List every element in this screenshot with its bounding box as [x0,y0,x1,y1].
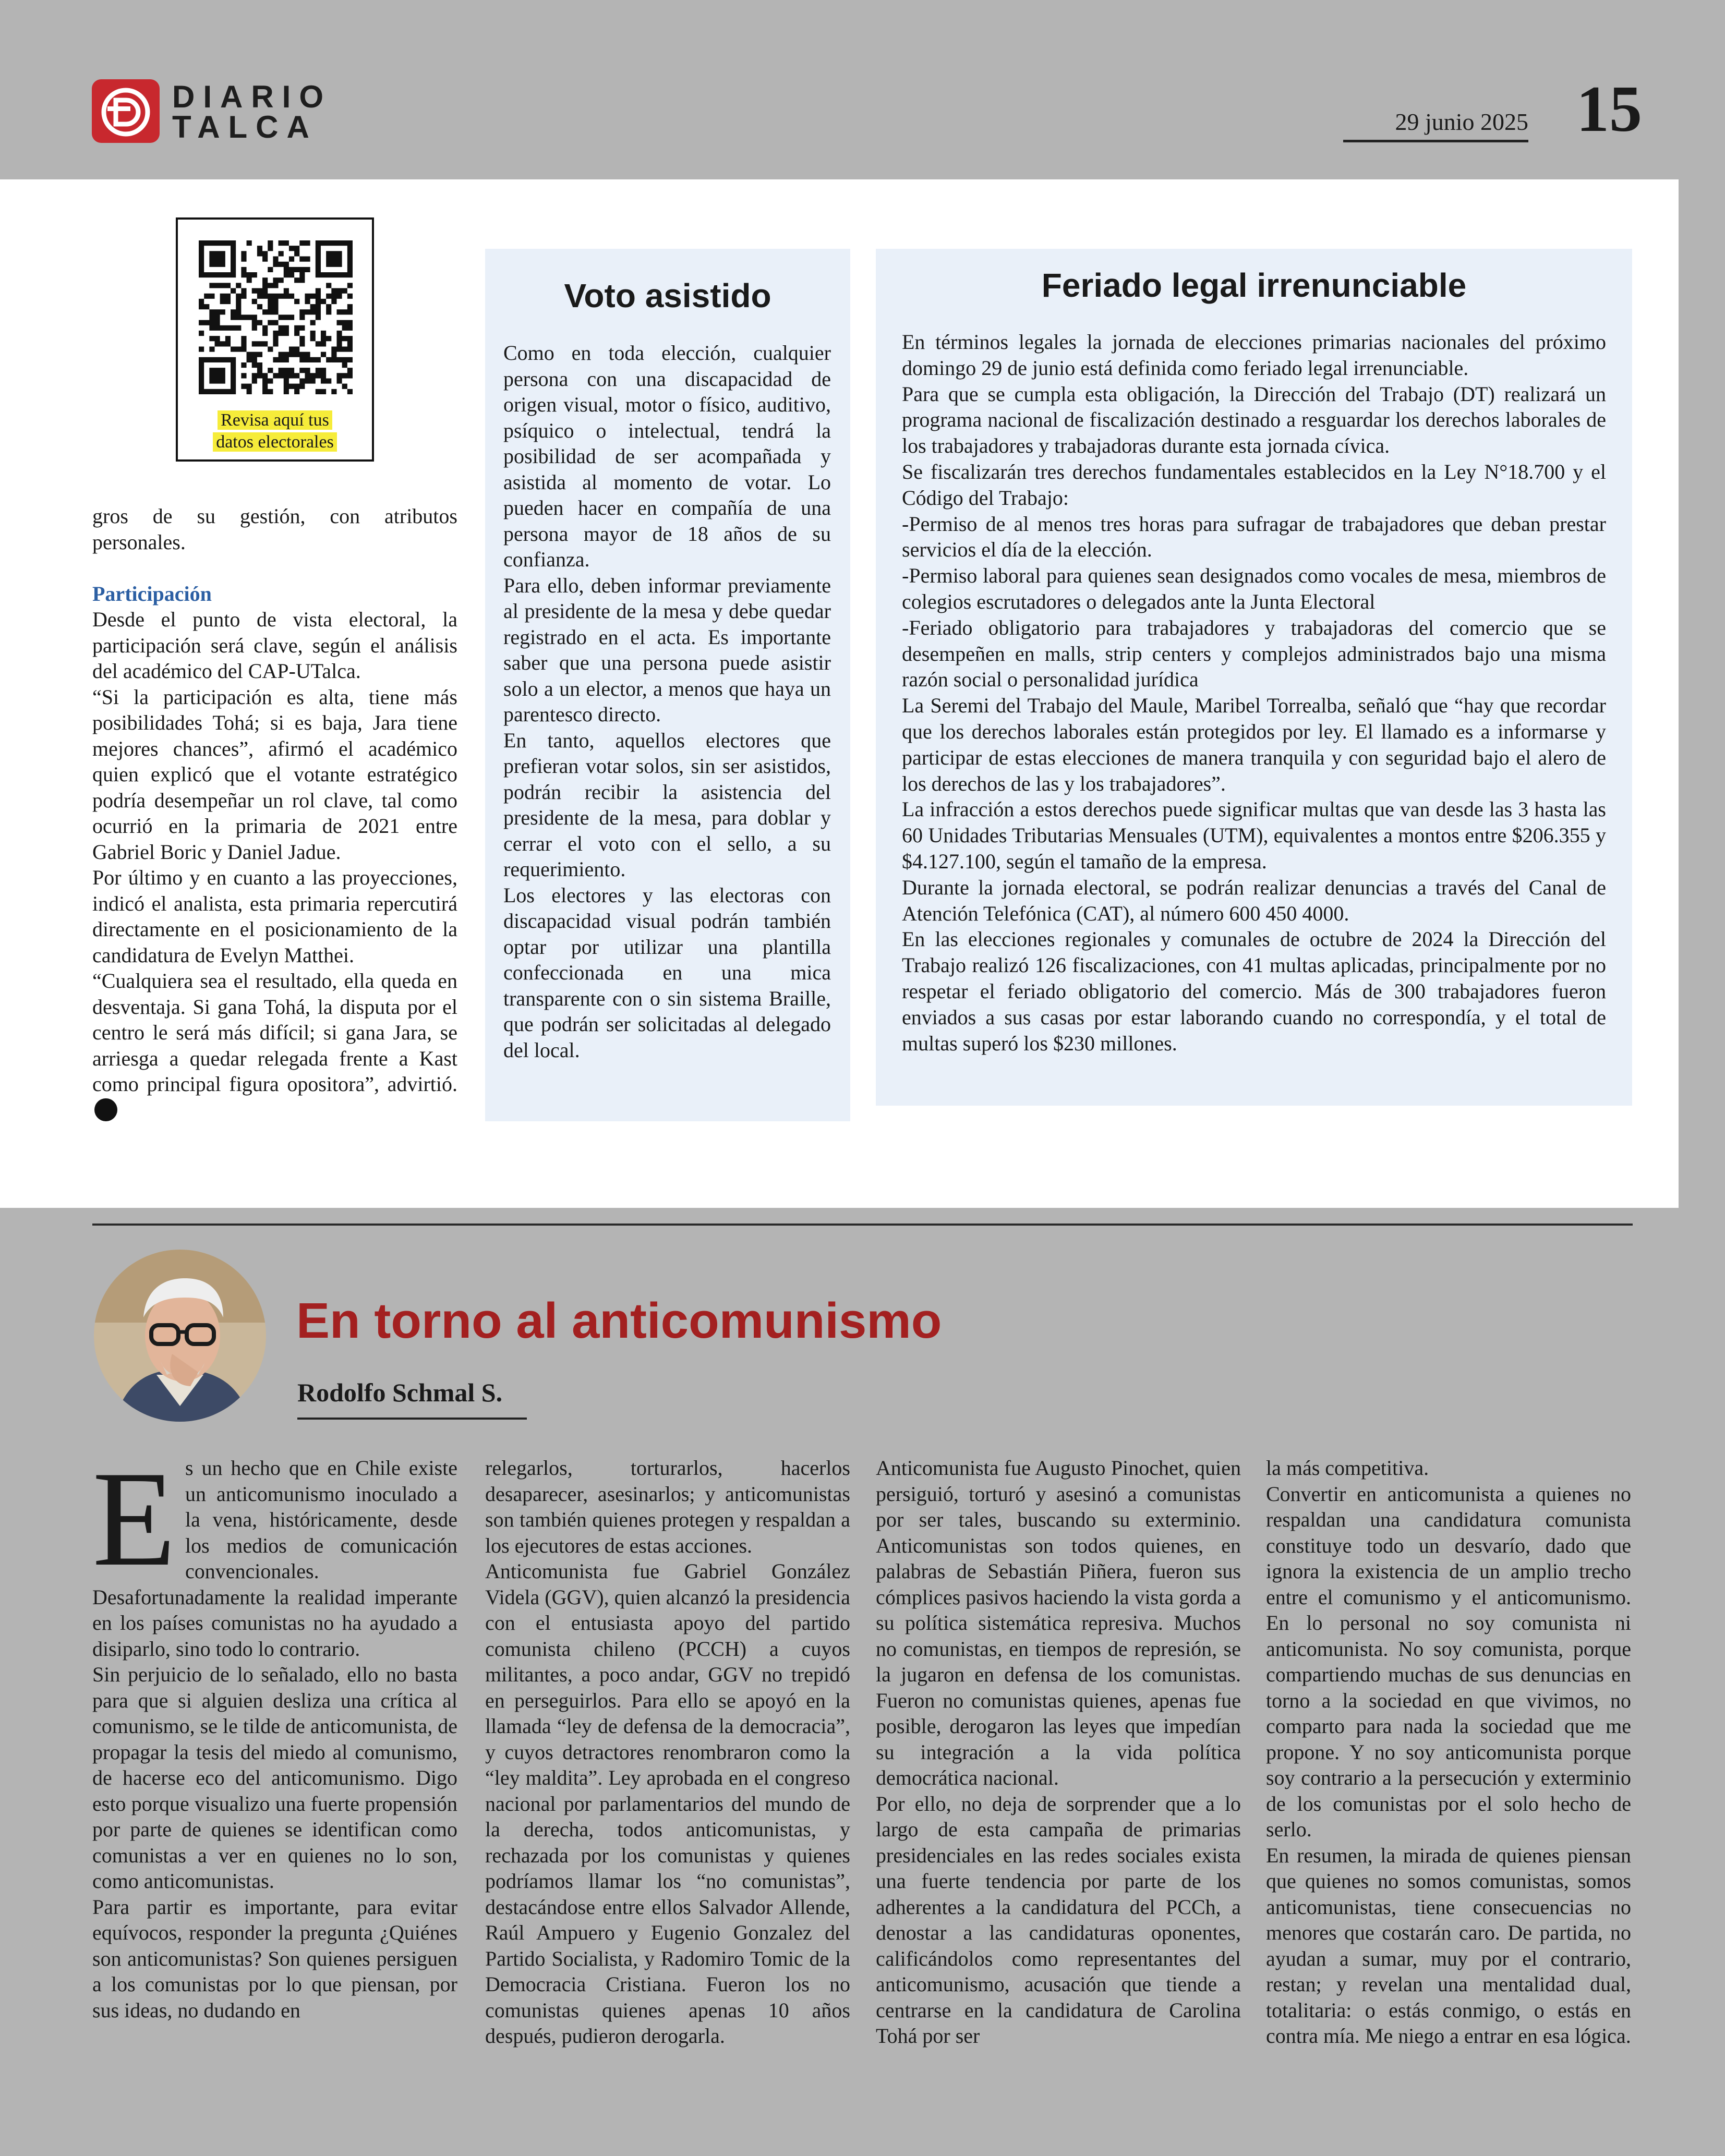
sidebar-box-voto-asistido [485,249,850,1121]
drop-cap: E [92,1443,176,1594]
sidebar-box-feriado-legal [876,249,1632,1106]
paragraph: Para ello, deben informar previamente al presidente de la mesa y debe quedar registrado en el acta. Es importante saber que una persona puede asistir solo a un elector, a menos que haya un parentesco directo. [503,573,831,726]
issue-date: 29 junio 2025 [1395,108,1528,135]
page-number: 15 [1576,73,1642,146]
paragraph: Convertir en anticomunista a quienes no respaldan una candidatura comunista constituye todo un desvarío, dado que ignora la existencia de un amplio trecho entre el comunismo y el anticomunismo. En lo personal no soy comunista ni anticomunista. No soy comunista, porque compartiendo muchas de sus denuncias en torno a la sociedad en que vivimos, no comparto para nada la sociedad que me propone. Y no soy anticomunista porque soy contrario a la persecución y exterminio de los comunistas por el solo hecho de serlo. [1266,1482,1631,1841]
paragraph: Desde el punto de vista electoral, la participación será clave, según el análisis del académico del CAP-UTalca. [92,608,457,683]
paragraph: Por último y en cuanto a las proyecciones, indicó el analista, esta primaria repercutirá directamente en el posicionamiento de la candidatura de Evelyn Matthei. [92,866,457,967]
paragraph-first [92,1443,457,1662]
paragraph: -Permiso de al menos tres horas para sufragar de trabajadores que deban prestar servicios el día de la elección. [902,512,1606,562]
date-underline [1343,140,1528,142]
paragraph: En términos legales la jornada de elecciones primarias nacionales del próximo domingo 29 de junio está definida como feriado legal irrenunciable. [902,330,1606,380]
qr-caption-line-1: Revisa aquí tus [218,410,332,430]
brand-line-2: TALCA [172,110,318,144]
paragraph: Los electores y las electoras con discapacidad visual podrán también optar por utilizar una plantilla confeccionada en una mica transparente con o sin sistema Braille, que podrán ser solicitadas al delegado del local. [503,883,831,1062]
paragraph: Como en toda elección, cualquier persona con una discapacidad de origen visual, motor o físico, auditivo, psíquico o intelectual, tendrá la posibilidad de ser acompañada y asistida al momento de votar. Lo pueden hacer en compañía de una persona mayor de 18 años de su confianza. [503,341,831,571]
paragraph: -Permiso laboral para quienes sean designados como vocales de mesa, miembros de colegios escrutadores o delegados ante la Junta Electoral [902,564,1606,613]
section-divider [92,1224,1633,1226]
paragraph: La Seremi del Trabajo del Maule, Maribel Torrealba, señaló que “hay que recordar que los derechos laborales están protegidos por ley. El llamado es a informarse y participar de estas elecciones de manera tranquila y con seguridad bajo el alero de los derechos de las y los trabajadores”. [902,694,1606,795]
paragraph: La infracción a estos derechos puede significar multas que van desde las 3 hasta las 60 Unidades Tributarias Mensuales (UTM), equivalentes a montos entre $206.355 y $4.127.100, según el tamaño de la empresa. [902,797,1606,873]
subheading-participacion: Participación [92,582,212,605]
opinion-column-4 [1266,1455,1631,2049]
paragraph: Para que se cumpla esta obligación, la Dirección del Trabajo (DT) realizará un programa nacional de fiscalización destinado a resguardar los derechos laborales de los trabajadores y trabajadoras durante esta jornada cívica. [902,382,1606,458]
paragraph: En las elecciones regionales y comunales de octubre de 2024 la Dirección del Trabajo realizó 126 fiscalizaciones, con 41 multas aplicadas, principalmente por no respetar el feriado obligatorio del comercio. Más de 300 trabajadores fueron enviados a sus casas por estar laborando cuando no correspondía, y el total de multas superó los $230 millones. [902,927,1606,1055]
qr-code-icon[interactable] [199,240,353,394]
brand-line-1: DIARIO [172,79,332,114]
opinion-title: En torno al anticomunismo [296,1293,942,1349]
paragraph: gros de su gestión, con atributos personales. [92,504,457,554]
qr-caption-line-2: datos electorales [213,432,337,452]
paragraph: Anticomunista fue Gabriel González Videla (GGV), quien alcanzó la presidencia con el entusiasta apoyo del partido comunista chileno (PCCH) a cuyos militantes, a poco andar, GGV no trepidó en perseguirlos. Para ello se apoyó en la llamada “ley de defensa de la democracia”, y cuyos detractores renombraron como la “ley maldita”. Ley aprobada en el congreso nacional por parlamentarios del mundo de la derecha, todos anticomunistas, y rechazada por los comunistas y quienes podríamos llamar los “no comunistas”, destacándose entre ellos Salvador Allende, Raúl Ampuero y Eugenio Gonzalez del Partido Socialista, y Radomiro Tomic de la Democracia Cristiana. Fueron los no comunistas quienes apenas 10 años después, pudieron derogarla. [485,1559,850,2048]
box-body [503,340,831,1063]
paragraph: Durante la jornada electoral, se podrán realizar denuncias a través del Canal de Atención Telefónica (CAT), al número 600 450 4000. [902,875,1606,925]
paragraph-last-text: “Cualquiera sea el resultado, ella queda en desventaja. Si gana Tohá, la disputa por el centro le será más difícil; si gana Jara, se arriesga a quedar relegada frente a Kast como principal figura opositora”, advirtió. [92,969,457,1096]
author-underline [297,1418,527,1420]
paragraph: Sin perjuicio de lo señalado, ello no basta para que si alguien desliza una crítica al comunismo, se le tilde de anticomunista, de propagar la tesis del miedo al comunismo, de hacerse eco del anticomunismo. Digo esto porque visualizo una fuerte propensión por parte de quienes se identifican como comunistas a ver en quienes no lo son, como anticomunistas. [92,1663,457,1893]
opinion-column-1 [92,1443,457,2023]
diario-talca-logo-icon [92,79,160,143]
box-body [902,329,1606,1056]
paragraph: “Si la participación es alta, tiene más posibilidades Tohá; si es baja, Jara tiene mejores chances”, afirmó el académico quien explicó que el votante estratégico podría desempeñar un rol clave, tal como ocurrió en la primaria de 2021 entre Gabriel Boric y Daniel Jadue. [92,685,457,864]
end-of-article-icon [94,1098,117,1121]
opinion-column-2 [485,1455,850,2049]
box-title: Feriado legal irrenunciable [1041,267,1467,304]
box-title: Voto asistido [564,277,771,314]
author-name: Rodolfo Schmal S. [297,1378,503,1407]
paragraph: -Feriado obligatorio para trabajadores y trabajadoras del comercio que se desempeñen en malls, strip centers y complejos administrados bajo una misma razón social o personalidad jurídica [902,615,1606,692]
paragraph-last [92,968,457,1123]
author-avatar [94,1250,266,1422]
paragraph: En tanto, aquellos electores que prefieran votar solos, sin ser asistidos, podrán recibir la asistencia del presidente de la mesa, para doblar y cerrar el voto con el sello, a su requerimiento. [503,728,831,881]
opinion-column-3 [876,1455,1241,2049]
article-left-column [92,503,457,1123]
qr-caption [178,409,372,453]
paragraph: Anticomunista fue Augusto Pinochet, quien persiguió, torturó y asesinó a comunistas por ser tales, buscando su exterminio. Anticomunistas son todos quienes, en palabras de Sebastián Piñera, fueron sus cómplices pasivos haciendo la vista gorda a su política sistemática represiva. Muchos no comunistas, en tiempos de represión, se la jugaron en defensa de los comunistas. Fueron no comunistas quienes, apenas fue posible, derogaron las leyes que impedían su integración a la vida política democrática nacional. [876,1456,1241,1789]
paragraph: Se fiscalizarán tres derechos fundamentales establecidos en la Ley N°18.700 y el Código del Trabajo: [902,459,1606,510]
paragraph: Por ello, no deja de sorprender que a lo largo de esta campaña de primarias presidenciales en las redes sociales exista una fuerte tendencia por parte de los adherentes a la candidatura del PCCh, a denostar a las candidaturas oponentes, calificándolos como representantes del anticomunismo, acusación que tiende a centrarse en la candidatura de Carolina Tohá por ser [876,1791,1241,2048]
qr-code-box[interactable] [176,217,374,462]
paragraph: la más competitiva. [1266,1456,1429,1480]
paragraph: Para partir es importante, para evitar equívocos, responder la pregunta ¿Quiénes son anticomunistas? Son quienes persiguen a los comunistas por lo que piensan, por sus ideas, no dudando en [92,1895,457,2022]
paragraph: relegarlos, torturarlos, hacerlos desaparecer, asesinarlos; y anticomunistas son también quienes protegen y respaldan a los ejecutores de estas acciones. [485,1456,850,1557]
paragraph: En resumen, la mirada de quienes piensan que quienes no somos comunistas, somos anticomunistas, tiene consecuencias no menores que costarán caro. De partida, no ayudan a sumar, muy por el contrario, restan; y revelan una mentalidad dual, totalitaria: o estás conmigo, o estás en contra mía. Me niego a entrar en esa lógica. [1266,1843,1631,2048]
paragraph-first-text: s un hecho que en Chile existe un anticomunismo inoculado a la vena, históricamente, desde los medios de comunicación convencionales. Desafortunadamente la realidad imperante en los países comunistas no ha ayudado a disiparlo, sino todo lo contrario. [92,1456,457,1661]
